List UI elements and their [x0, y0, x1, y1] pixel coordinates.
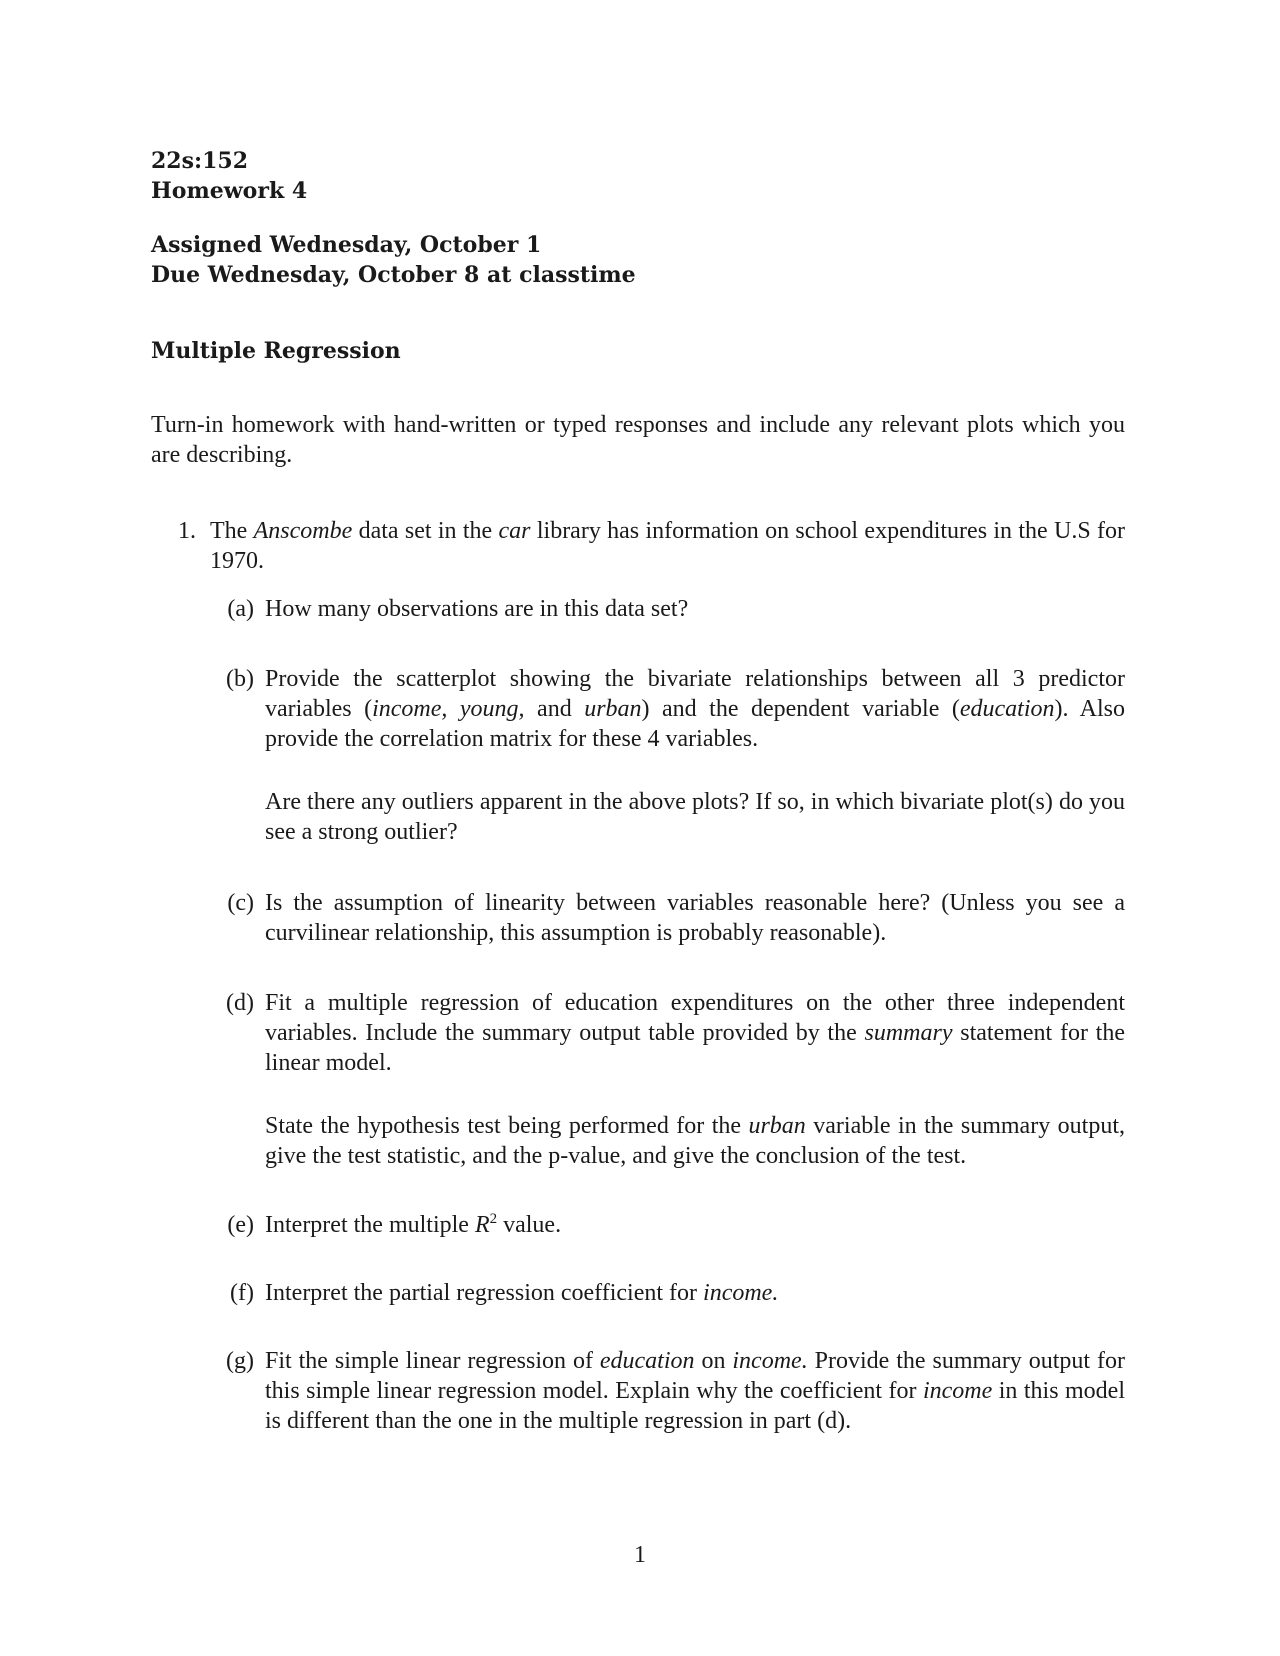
question-1-number: 1. — [178, 518, 196, 544]
part-b — [214, 664, 1125, 847]
part-d-text — [265, 988, 1125, 1171]
part-b-text — [265, 664, 1125, 847]
course-code: 22s:152 — [151, 148, 249, 174]
part-d-label: (d) — [226, 990, 254, 1016]
part-c — [214, 888, 1125, 948]
part-g-label: (g) — [226, 1348, 254, 1374]
page-number: 1 — [634, 1542, 646, 1568]
part-g — [214, 1346, 1125, 1436]
due-date: Due Wednesday, October 8 at classtime — [151, 262, 636, 288]
part-b-label: (b) — [226, 666, 254, 692]
part-g-text: Fit the simple linear regression of education on income. Provide the summary output for this simple linear regression model. Explain why the coefficient for income in this model is different than the one in the multiple regression in part (d). — [265, 1348, 1125, 1434]
topic-heading — [151, 336, 401, 366]
part-a-label: (a) — [227, 596, 254, 622]
topic-title: Multiple Regression — [151, 338, 401, 364]
part-d — [214, 988, 1125, 1171]
part-e — [214, 1210, 1125, 1240]
homework-title: Homework 4 — [151, 178, 308, 204]
part-e-text: Interpret the multiple $R^2$ value. — [265, 1211, 562, 1238]
dates-block — [151, 230, 636, 290]
header-block — [151, 146, 307, 206]
part-f — [214, 1278, 1125, 1308]
part-c-label: (c) — [227, 890, 254, 916]
part-d-paragraph-2: State the hypothesis test being performed for the urban variable in the summary output, give the test statistic, and the p-value, and give the conclusion of the test. — [265, 1113, 1125, 1169]
part-a-text: How many observations are in this data set? — [265, 596, 689, 622]
instructions-paragraph: Turn-in homework with hand-written or typed responses and include any relevant plots which you are describing. — [151, 412, 1125, 468]
part-d-paragraph-1: Fit a multiple regression of education expenditures on the other three independent variables. Include the summary output table provided by the summary statement for the linear model. — [265, 990, 1125, 1076]
part-b-paragraph-2: Are there any outliers apparent in the above plots? If so, in which bivariate plot(s) do you see a strong outlier? — [265, 789, 1125, 845]
part-c-text: Is the assumption of linearity between variables reasonable here? (Unless you see a curvilinear relationship, this assumption is probably reasonable). — [265, 890, 1125, 946]
question-1 — [178, 516, 1125, 576]
part-b-paragraph-1: Provide the scatterplot showing the bivariate relationships between all 3 predictor variables (income, young, and urban) and the dependent variable (education). Also provide the correlation matrix for these 4 variables. — [265, 666, 1125, 752]
assigned-date: Assigned Wednesday, October 1 — [151, 232, 542, 258]
part-a — [214, 594, 1125, 624]
part-e-label: (e) — [227, 1212, 254, 1238]
question-1-text: The Anscombe data set in the car library has information on school expenditures in the U.S for 1970. — [210, 518, 1125, 574]
part-f-text: Interpret the partial regression coefficient for income. — [265, 1280, 779, 1306]
part-f-label: (f) — [230, 1280, 254, 1306]
